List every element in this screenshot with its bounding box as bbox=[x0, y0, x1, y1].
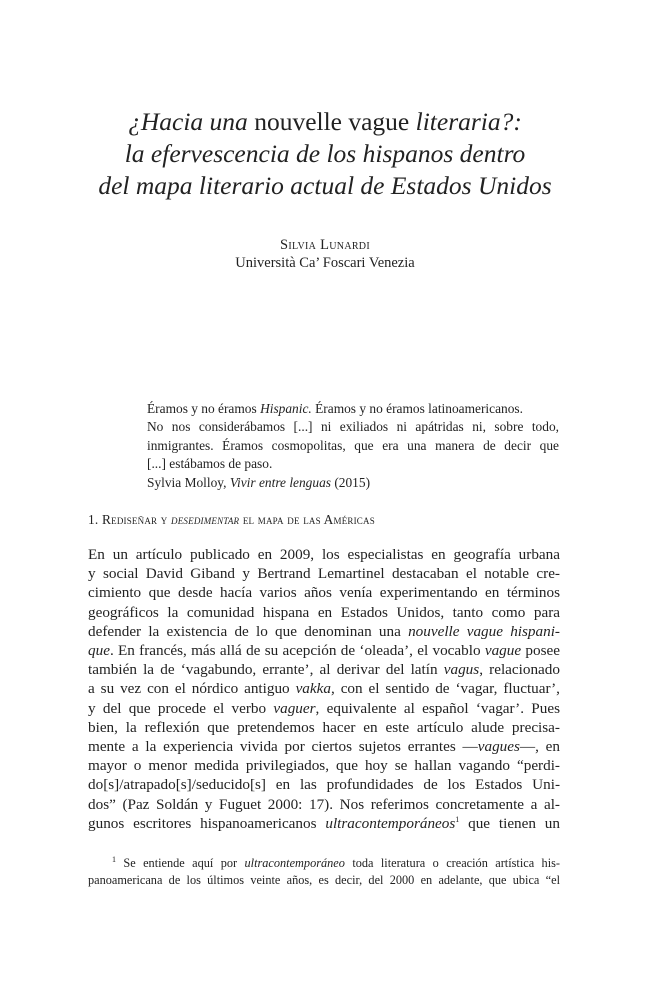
epigraph-source-title: Vivir entre lenguas bbox=[229, 474, 331, 490]
author-name: Silvia Lunardi bbox=[280, 237, 370, 253]
body-text: a su vez con el nórdico antiguo bbox=[88, 680, 296, 698]
epigraph-text: Éramos y no éramos latinoamericanos. bbox=[311, 401, 523, 416]
body-line bbox=[88, 622, 560, 641]
body-line bbox=[88, 679, 560, 698]
footnote-reference[interactable]: 1 bbox=[455, 814, 460, 824]
epigraph-source bbox=[147, 474, 559, 492]
body-italic: ultracontemporáneos bbox=[325, 814, 456, 832]
body-italic: vagues bbox=[477, 738, 520, 756]
epigraph bbox=[147, 400, 559, 492]
title-italic-c: literaria?: bbox=[415, 107, 522, 136]
section-number: 1. bbox=[88, 512, 102, 527]
body-italic: nouvelle vague hispani- bbox=[408, 622, 560, 640]
body-line bbox=[88, 737, 560, 756]
body-text: y del que procede el verbo bbox=[88, 699, 274, 717]
title-italic-a: ¿Hacia una bbox=[128, 107, 248, 136]
body-text: mente a la experiencia vivida por ciertos sujetos errantes — bbox=[88, 738, 478, 756]
title-line-3: del mapa literario actual de Estados Unidos bbox=[98, 171, 552, 200]
footnote-italic: ultracontemporáneo bbox=[244, 856, 345, 870]
body-text: —, en bbox=[519, 738, 560, 756]
title-line-2: la efervescencia de los hispanos dentro bbox=[124, 139, 526, 168]
footnote bbox=[88, 855, 560, 890]
body-italic: que bbox=[88, 642, 110, 660]
body-text: posee bbox=[521, 642, 560, 660]
article-title bbox=[70, 106, 580, 202]
body-line: En un artículo publicado en 2009, los especialistas en geografía urbana bbox=[88, 546, 560, 563]
body-paragraph bbox=[88, 545, 560, 833]
body-line: geográficos la comunidad hispana en Estados Unidos, tanto como para bbox=[88, 603, 560, 621]
epigraph-line-3: inmigrantes. Éramos cosmopolitas, que era una manera de decir que bbox=[147, 437, 559, 453]
body-italic: vague bbox=[484, 642, 522, 660]
title-roman-b: nouvelle vague bbox=[254, 107, 410, 136]
body-line bbox=[88, 641, 560, 660]
section-title-a: Rediseñar y bbox=[102, 512, 172, 527]
body-line bbox=[88, 699, 560, 718]
epigraph-line-4: [...] estábamos de paso. bbox=[147, 456, 273, 472]
footnote-line: panoamericana de los últimos veinte años, es decir, del 2000 en adelante, que ubica “el bbox=[88, 873, 560, 888]
body-text: también la de ‘vagabundo, errante’, al derivar del latín bbox=[88, 661, 444, 679]
author-affiliation: Università Ca’ Foscari Venezia bbox=[235, 255, 415, 271]
epigraph-text: Éramos y no éramos bbox=[147, 401, 261, 416]
body-line: mayor o menor medida privilegiados, que hoy se hallan vagando “perdi- bbox=[88, 757, 560, 775]
body-text: . En francés, más allá de su acepción de ‘oleada’, el vocablo bbox=[109, 642, 485, 660]
body-line: dos” (Paz Soldán y Fuguet 2000: 17). Nos referimos concretamente a al- bbox=[88, 795, 560, 813]
body-line bbox=[88, 660, 560, 679]
body-line: cimiento que desde hacía varios años venía experimentando en términos bbox=[88, 584, 560, 602]
epigraph-italic: Hispanic. bbox=[260, 401, 312, 416]
body-line bbox=[88, 814, 560, 833]
body-italic: vaguer bbox=[273, 699, 316, 717]
epigraph-line-2: No nos considerábamos [...] ni exiliados ni apátridas ni, sobre todo, bbox=[147, 419, 559, 435]
footnote-text: Se entiende aquí por bbox=[116, 856, 245, 870]
section-title-c: el mapa de las Américas bbox=[239, 512, 375, 527]
body-text: , equivalente al español ‘vagar’. Pues bbox=[315, 699, 560, 717]
body-italic: vakka bbox=[295, 680, 331, 698]
section-title-italic: desedimentar bbox=[171, 512, 240, 527]
title-line-1 bbox=[70, 106, 580, 138]
epigraph-source-year: (2015) bbox=[330, 474, 371, 490]
footnote-line bbox=[88, 855, 560, 872]
footnote-text: toda literatura o creación artística his- bbox=[344, 856, 560, 870]
body-italic: vagus bbox=[443, 661, 480, 679]
body-line: do[s]/atrapado[s]/seducido[s] en las profundidades de los Estados Uni- bbox=[88, 776, 560, 794]
footnote-marker: 1 bbox=[112, 855, 116, 864]
body-text: que tienen un bbox=[459, 814, 560, 832]
section-heading bbox=[88, 512, 375, 528]
body-text: , relacionado bbox=[479, 661, 560, 679]
body-text: gunos escritores hispanoamericanos bbox=[88, 814, 326, 832]
body-text: , con el sentido de ‘vagar, fluctuar’, bbox=[330, 680, 560, 698]
epigraph-line-1 bbox=[147, 400, 559, 418]
body-line: bien, la reflexión que pretendemos hacer en este artículo alude precisa- bbox=[88, 718, 560, 736]
epigraph-source-author: Sylvia Molloy, bbox=[147, 474, 230, 490]
body-line: y social David Giband y Bertrand Lemartinel destacaban el notable cre- bbox=[88, 565, 560, 583]
body-text: defender la existencia de lo que denominan una bbox=[88, 622, 409, 640]
